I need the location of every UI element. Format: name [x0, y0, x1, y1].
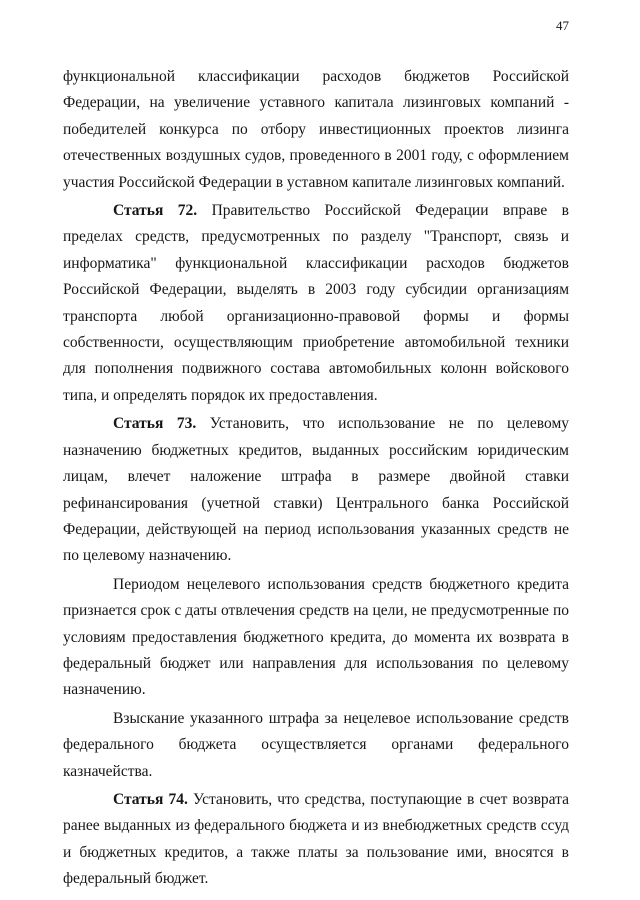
paragraph-text: Взыскание указанного штрафа за нецелевое использование средств федерального бюджета осуществляется органами федерального казначейства.: [63, 709, 569, 780]
article-73-paragraph: [63, 411, 569, 569]
paragraph-continuation: [63, 64, 569, 196]
article-73-text: Установить, что использование не по целевому назначению бюджетных кредитов, выданных российским юридическим лицам, влечет наложение штрафа в размере двойной ставки рефинансирования (учетной ставки) Центрального банка Российской Федерации, действующей на период использования указанных средств не по целевому назначению.: [63, 415, 570, 565]
article-72-paragraph: [63, 198, 569, 409]
document-body: [63, 64, 569, 893]
article-74-label: Статья 74.: [113, 790, 188, 808]
article-73-paragraph-3: [63, 706, 569, 785]
article-73-label: Статья 73.: [113, 415, 197, 433]
paragraph-text: Периодом нецелевого использования средств бюджетного кредита признается срок с даты отвлечения средств на цели, не предусмотренные по условиям предоставления бюджетного кредита, до момента их возврата в федеральный бюджет или направления для использования по целевому назначению.: [63, 575, 569, 699]
article-74-text: Установить, что средства, поступающие в счет возврата ранее выданных из федерального бюджета и из внебюджетных средств ссуд и бюджетных кредитов, а также платы за пользование ими, вносятся в федеральный бюджет.: [63, 790, 569, 888]
article-74-paragraph: [63, 787, 569, 893]
paragraph-text: функциональной классификации расходов бюджетов Российской Федерации, на увеличение уставного капитала лизинговых компаний - победителей конкурса по отбору инвестиционных проектов лизинга отечественных воздушных судов, проведенного в 2001 году, с оформлением участия Российской Федерации в уставном капитале лизинговых компаний.: [63, 68, 569, 191]
article-72-label: Статья 72.: [113, 202, 198, 220]
page-number: 47: [556, 18, 569, 33]
article-72-text: Правительство Российской Федерации вправе в пределах средств, предусмотренных по разделу "Транспорт, связь и информатика" функциональной классификации расходов бюджетов Российской Федерации, выделять в 2003 году субсидии организациям транспорта любой организационно-правовой формы и формы собственности, осуществляющим приобретение автомобильной техники для пополнения подвижного состава автомобильных колонн войскового типа, и определять порядок их предоставления.: [63, 202, 569, 404]
article-73-paragraph-2: [63, 572, 569, 704]
